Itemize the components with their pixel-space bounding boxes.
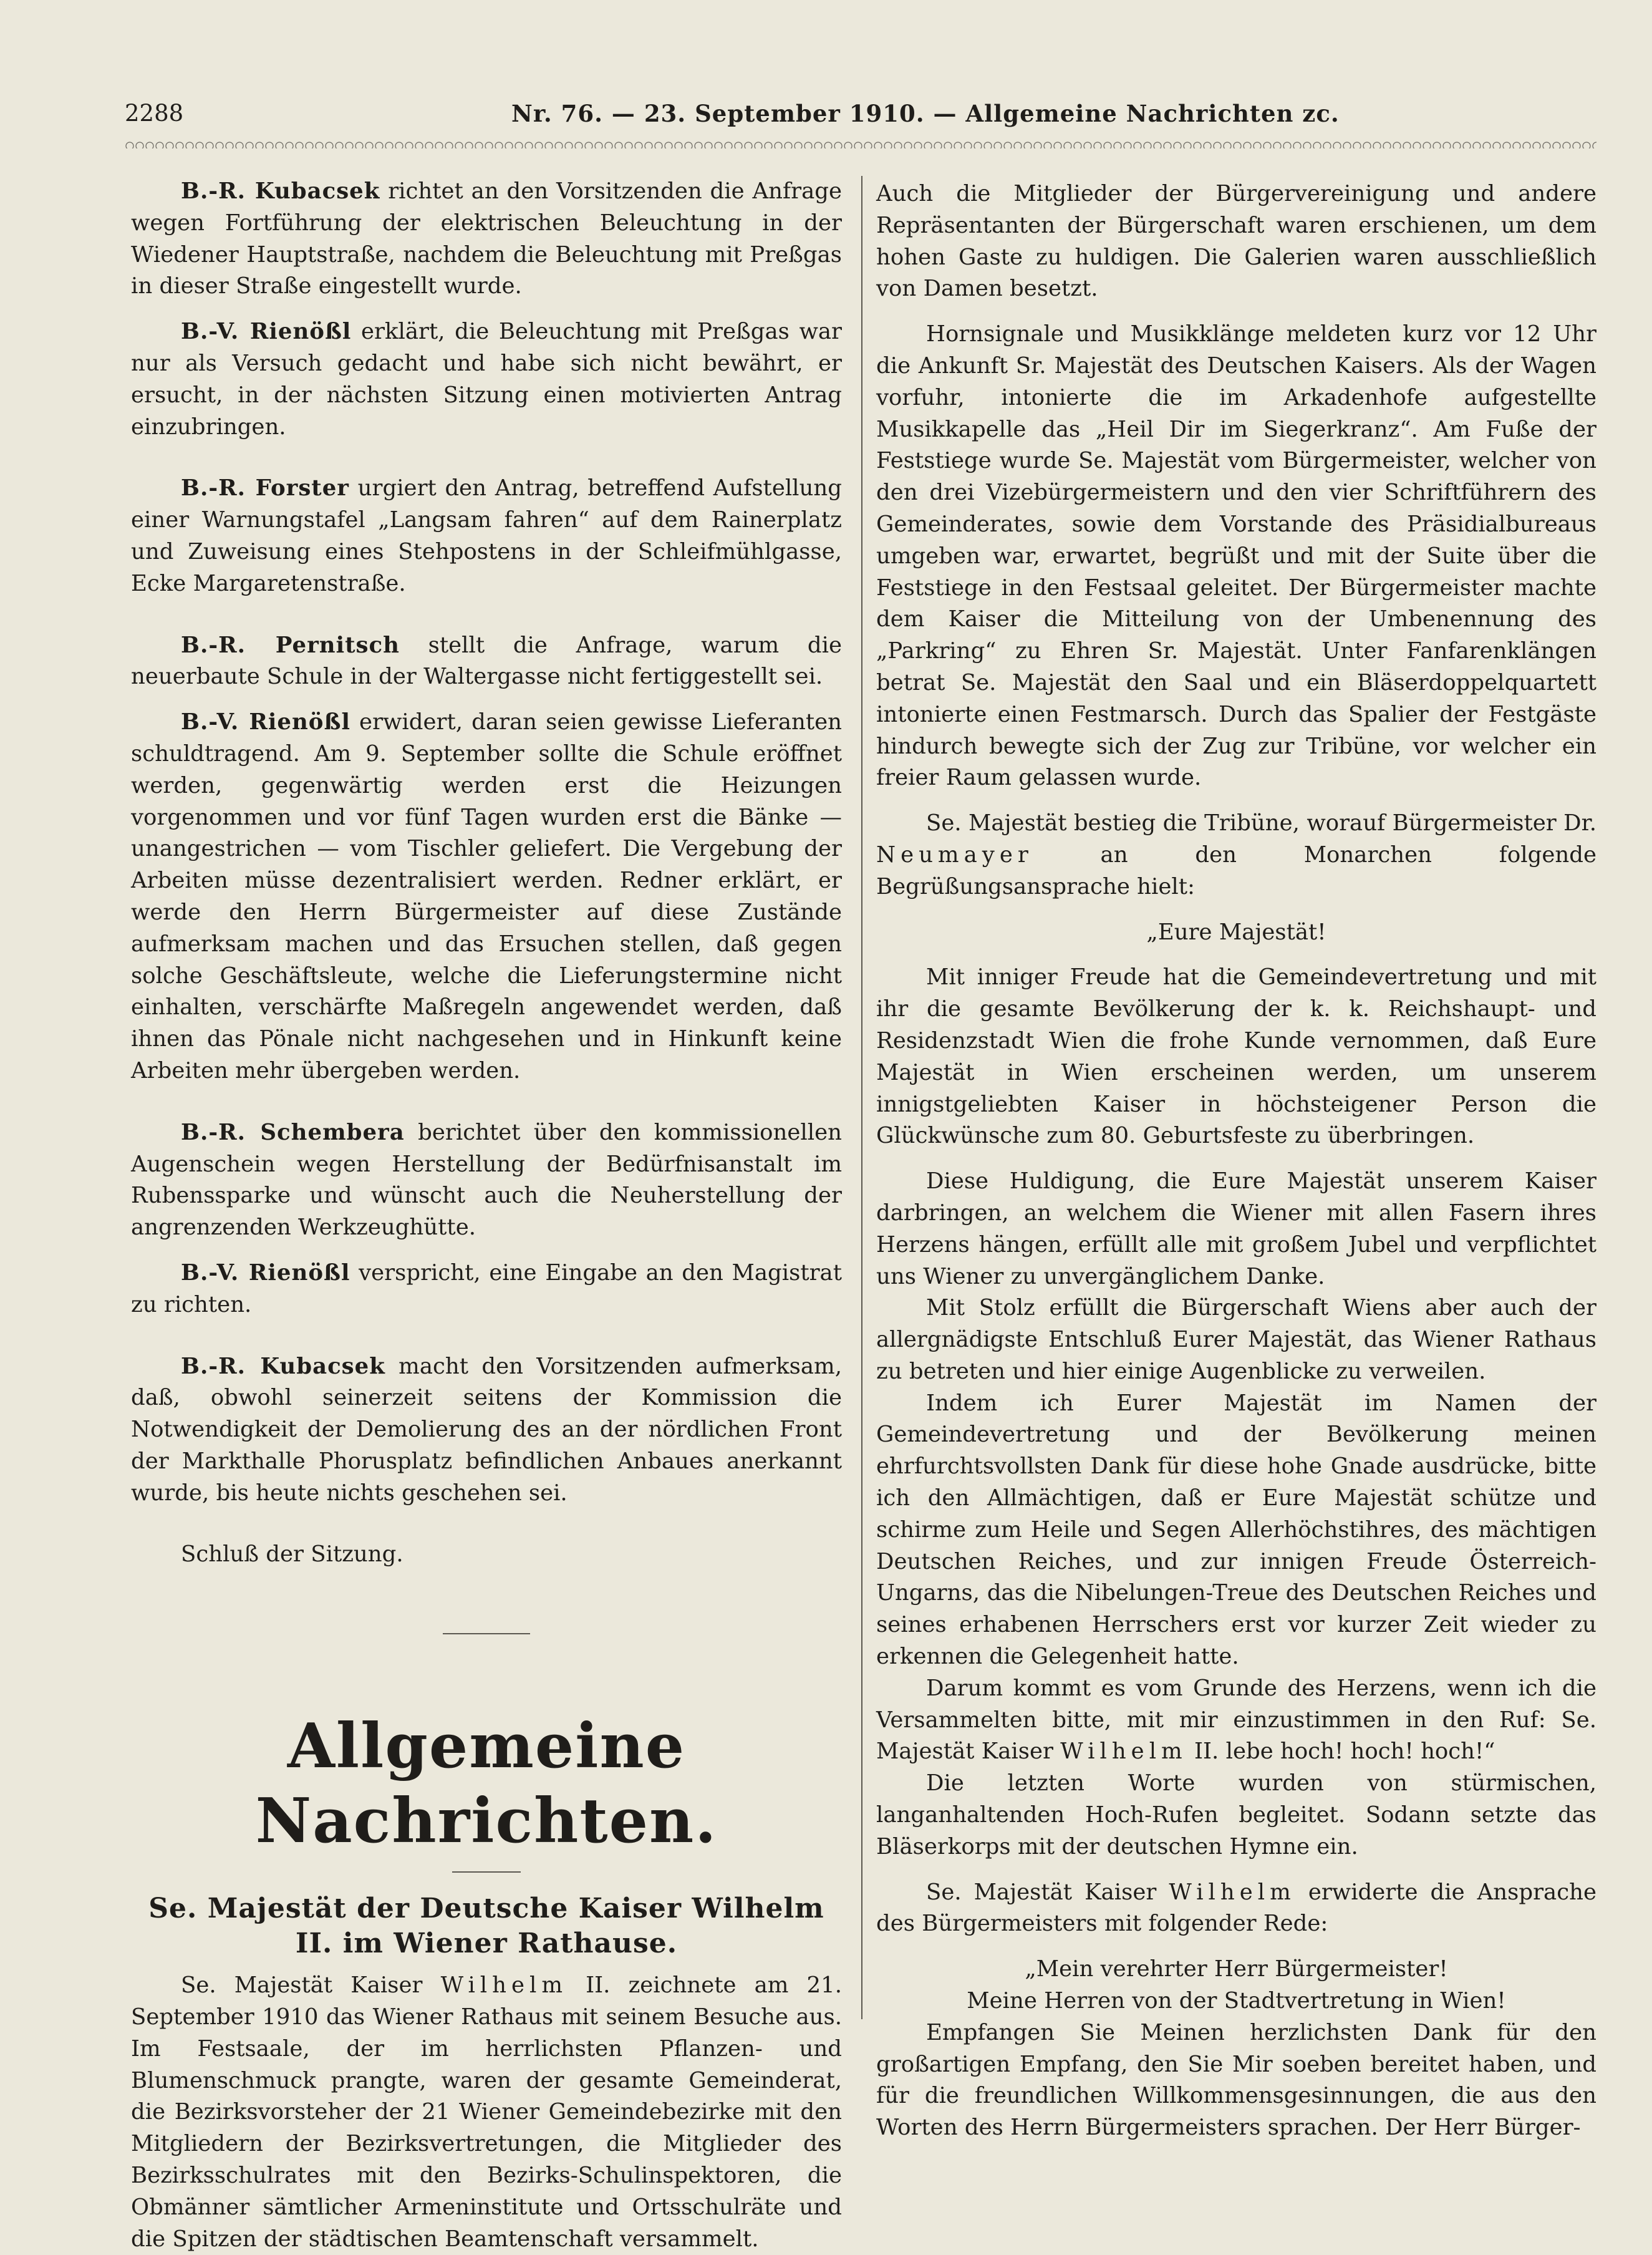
speech-salutation: „Mein verehrter Herr Bürgermeister! — [1025, 1956, 1448, 1982]
text-run: Se. Majestät Kaiser — [926, 1879, 1169, 1905]
speaker: B.-R. Kubacsek — [181, 178, 380, 204]
text-run: Darum kommt es vom Grunde des Herzens, wenn ich die Versammelten bitte, mit mir einzustimmen in den Ruf: Se. Majestät Kaiser — [876, 1675, 1596, 1765]
mayor-name: Neumayer — [876, 841, 1033, 868]
paragraph: Hornsignale und Musikklänge meldeten kurz vor 12 Uhr die Ankunft Sr. Majestät des Deutschen Kaisers. Als der Wagen vorfuhr, intonierte die im Arkadenhofe aufgestellte Musikkapelle das „Heil Dir im Siegerkranz“. Am Fuße der Feststiege wurde Se. Majestät vom Bürgermeister, welcher von den drei Vizebürgermeistern und den vier Schriftführern des Gemeinderates, sowie dem Vorstande des Präsidialbureaus umgeben war, erwartet, begrüßt und mit der Suite über die Feststiege in den Festsaal geleitet. Der Bürgermeister machte dem Kaiser die Mitteilung von der Umbenennung des „Parkring“ zu Ehren Sr. Majestät. Unter Fanfarenklängen betrat Se. Majestät den Saal und ein Bläserdoppelquartett intonierte einen Festmarsch. Durch das Spalier der Festgäste hindurch bewegte sich der Zug zur Tribüne, vor welcher ein freier Raum gelassen wurde. — [876, 321, 1596, 791]
article-title: Se. Majestät der Deutsche Kaiser Wilhelm II. im Wiener Rathause. — [148, 1893, 824, 1960]
paragraph — [131, 316, 842, 443]
emperor-name: Wilhelm — [440, 1972, 568, 1999]
section-title: Allgemeine Nachrichten. — [255, 1710, 718, 1858]
emperor-name: Wilhelm — [1169, 1879, 1296, 1905]
article-paragraph — [131, 1970, 842, 2255]
page-number: 2288 — [125, 100, 184, 127]
paragraph-text: urgiert den Antrag, betreffend Aufstellung einer Warnungstafel „Langsam fahren“ auf dem Rainerplatz und Zuweisung eines Stehpostens in der Schleifmühlgasse, Ecke Margaretenstraße. — [131, 475, 842, 596]
text-run: II. lebe hoch! hoch! hoch!“ — [1187, 1739, 1495, 1765]
closing-line: Schluß der Sitzung. — [181, 1541, 403, 1568]
speaker: B.-V. Rienößl — [181, 319, 352, 345]
text-run: erwiderte die Ansprache des Bürgermeisters mit folgender Rede: — [876, 1879, 1596, 1937]
speaker: B.-R. Kubacsek — [181, 1353, 385, 1379]
text-run: Se. Majestät Kaiser — [181, 1972, 441, 1999]
paragraph-text: berichtet über den kommissionellen Augenschein wegen Herstellung der Bedürfnisanstalt im Rubenssparke und wünscht auch die Neuherstellung der angrenzenden Werkzeughütte. — [131, 1119, 842, 1241]
speech-salutation: Meine Herren von der Stadtvertretung in Wien! — [967, 1988, 1506, 2014]
speech-paragraph: Diese Huldigung, die Eure Majestät unserem Kaiser darbringen, an welchem die Wiener mit allen Fasern ihres Herzens hängen, erfüllt alle mit großem Jubel und verpflichtet uns Wiener zu unvergänglichem Danke. — [876, 1168, 1596, 1289]
paragraph: Die letzten Worte wurden von stürmischen, langanhaltenden Hoch-Rufen begleitet. Sodann setzte das Bläserkorps mit der deutschen Hymne ein. — [876, 1770, 1596, 1860]
paragraph — [131, 176, 842, 303]
paragraph — [131, 1258, 842, 1321]
speaker: B.-R. Pernitsch — [181, 632, 400, 658]
text-run: Se. Majestät bestieg die Tribüne, worauf Bürgermeister Dr. — [926, 810, 1596, 837]
title-divider — [452, 1871, 521, 1873]
speaker: B.-R. Schembera — [181, 1119, 405, 1145]
speaker: B.-V. Rienößl — [181, 1259, 350, 1286]
paragraph-text: erklärt, die Beleuchtung mit Preßgas war nur als Versuch gedacht und habe sich nicht bewährt, er ersucht, in der nächsten Sitzung einen motivierten Antrag einzubringen. — [131, 319, 842, 440]
paragraph — [131, 707, 842, 1087]
speech-paragraph — [876, 1673, 1596, 1768]
header-wavy-rule — [125, 138, 1596, 148]
paragraph — [131, 473, 842, 599]
left-column — [131, 176, 842, 2255]
text-run: II. zeichnete am 21. September 1910 das Wiener Rathaus mit seinem Besuche aus. Im Festsaale, der im herrlichsten Pflanzen- und Blumenschmuck prangte, waren der gesamte Gemeinderat, die Bezirksvorsteher der 21 Wiener Gemeindebezirke mit den Mitgliedern der Bezirksvertretungen, die Mitglieder des Bezirksschulrates mit den Bezirks-Schulinspektoren, die Obmänner sämtlicher Armeninstitute und Ortsschulräte und die Spitzen der städtischen Beamtenschaft versammelt. — [131, 1972, 842, 2252]
emperor-name: Wilhelm — [1060, 1739, 1187, 1765]
speaker: B.-R. Forster — [181, 475, 349, 502]
paragraph — [131, 630, 842, 694]
speech-paragraph: Mit inniger Freude hat die Gemeindevertretung und mit ihr die gesamte Bevölkerung der k. k. Reichshaupt- und Residenzstadt Wien die frohe Kunde vernommen, daß Eure Majestät in Wien erscheinen werden, um unserem innigstgeliebten Kaiser in höchsteigener Person die Glückwünsche zum 80. Geburtsfeste zu überbringen. — [876, 964, 1596, 1149]
paragraph-text: richtet an den Vorsitzenden die Anfrage wegen Fortführung der elektrischen Beleuchtung in der Wiedener Hauptstraße, nachdem die Beleuchtung mit Preßgas in dieser Straße eingestellt wurde. — [131, 178, 842, 299]
paragraph — [131, 1351, 842, 1510]
section-divider — [443, 1633, 530, 1634]
paragraph — [131, 1117, 842, 1244]
right-column — [876, 178, 1596, 2144]
paragraph: Auch die Mitglieder der Bürgervereinigung und andere Repräsentanten der Bürgerschaft waren erschienen, um dem hohen Gaste zu huldigen. Die Galerien waren ausschließlich von Damen besetzt. — [876, 181, 1596, 302]
column-divider — [861, 176, 862, 2019]
speech-paragraph: Mit Stolz erfüllt die Bürgerschaft Wiens aber auch der allergnädigste Entschluß Eurer Majestät, das Wiener Rathaus zu betreten und hier einige Augenblicke zu verweilen. — [876, 1295, 1596, 1384]
paragraph-text: stellt die Anfrage, warum die neuerbaute Schule in der Waltergasse nicht fertiggestellt sei. — [131, 632, 842, 690]
header-title: Nr. 76. — 23. September 1910. — Allgemeine Nachrichten zc. — [511, 100, 1340, 127]
paragraph — [876, 1877, 1596, 1941]
paragraph-text: macht den Vorsitzenden aufmerksam, daß, obwohl seinerzeit seitens der Kommission die Notwendigkeit der Demolierung des an der nördlichen Front der Markthalle Phorusplatz befindlichen Anbaues anerkannt wurde, bis heute nichts geschehen sei. — [131, 1353, 842, 1506]
paragraph-text: erwidert, daran seien gewisse Lieferanten schuldtragend. Am 9. September sollte die Schule eröffnet werden, gegenwärtig werden erst die Heizungen vorgenommen und vor fünf Tagen wurden erst die Bänke — unangestrichen — vom Tischler geliefert. Die Vergebung der Arbeiten müsse dezentralisiert werden. Redner erklärt, er werde den Herrn Bürgermeister auf diese Zustände aufmerksam machen und das Ersuchen stellen, daß gegen solche Geschäftsleute, welche die Lieferungstermine nicht einhalten, verschärfte Maßregeln angewendet werden, daß ihnen das Pönale nicht nachgesehen und in Hinkunft keine Arbeiten mehr übergeben werden. — [131, 709, 842, 1084]
speaker: B.-V. Rienößl — [181, 709, 350, 735]
paragraph-text: verspricht, eine Eingabe an den Magistrat zu richten. — [131, 1259, 842, 1317]
speech-paragraph: Indem ich Eurer Majestät im Namen der Gemeindevertretung und der Bevölkerung meinen ehrfurchtsvollsten Dank für diese hohe Gnade ausdrücke, bitte ich den Allmächtigen, daß er Eure Majestät schütze und schirme zum Heile und Segen Allerhöchstihres, des mächtigen Deutschen Reiches, und zur innigen Freude Österreich-Ungarns, das die Nibelungen-Treue des Deutschen Reiches und seines erhabenen Herrschers erst vor kurzer Zeit wieder zu erkennen die Gelegenheit hatte. — [876, 1390, 1596, 1670]
speech-salutation: „Eure Majestät! — [1146, 919, 1326, 945]
paragraph — [876, 808, 1596, 903]
page-header — [125, 100, 1596, 143]
speech-paragraph: Empfangen Sie Meinen herzlichsten Dank für den großartigen Empfang, den Sie Mir soeben bereitet haben, und für die freundlichen Willkommensgesinnungen, die aus den Worten des Herrn Bürgermeisters sprachen. Der Herr Bürger- — [876, 2019, 1596, 2141]
text-run: an den Monarchen folgende Begrüßungsansprache hielt: — [876, 841, 1596, 900]
